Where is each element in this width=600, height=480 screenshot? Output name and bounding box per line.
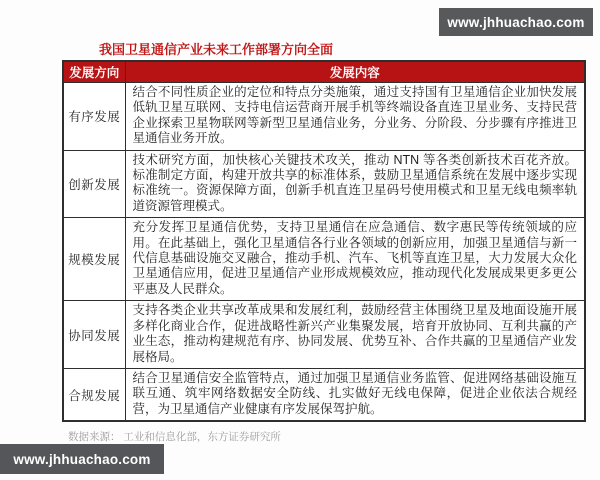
figure-title: 我国卫星通信产业未来工作部署方向全面 (99, 42, 334, 57)
table-row-compliant (63, 368, 585, 421)
table-header-row (63, 61, 585, 83)
column-header-content: 发展内容 (125, 61, 585, 83)
column-header-direction: 发展方向 (63, 61, 125, 83)
content-cell: 技术研究方面，加快核心关键技术攻关，推动 NTN 等各类创新技术百花齐放。标准制定方面，构建开放共享的标准体系，鼓励卫星通信系统在发展中逐步实现标准统一。资源保障方面，创新手机直连卫星码号使用模式和卫星无线电频率轨道资源管理模式。 (125, 150, 585, 218)
direction-cell: 创新发展 (63, 150, 125, 218)
table-row-collaborative (63, 301, 585, 369)
content-cell: 支持各类企业共享改革成果和发展红利，鼓励经营主体围绕卫星及地面设施开展多样化商业合作，促进战略性新兴产业集聚发展，培育开放协同、互利共赢的产业生态，推动构建规范有序、协同发展、优势互补、合作共赢的卫星通信产业发展格局。 (125, 301, 585, 369)
deployment-directions-table (62, 60, 586, 422)
table-row-innovation (63, 150, 585, 218)
table-row-scale (63, 218, 585, 301)
direction-cell: 协同发展 (63, 301, 125, 369)
data-source-note: 数据来源： 工业和信息化部，东方证券研究所 (68, 431, 281, 443)
table-row-orderly (63, 83, 585, 151)
direction-cell: 合规发展 (63, 368, 125, 421)
content-cell: 结合卫星通信安全监管特点，通过加强卫星通信业务监管、促进网络基础设施互联互通、筑牢网络数据安全防线、扎实做好无线电保障，促进企业依法合规经营，为卫星通信产业健康有序发展保驾护航。 (125, 368, 585, 421)
content-cell: 结合不同性质企业的定位和特点分类施策，通过支持国有卫星通信企业加快发展低轨卫星互联网、支持电信运营商开展手机等终端设备直连卫星业务、支持民营企业探索卫星物联网等新型卫星通信业务，分业务、分阶段、分步骤有序推进卫星通信业务开放。 (125, 83, 585, 151)
direction-cell: 规模发展 (63, 218, 125, 301)
watermark-top: www.jhhuachao.com (439, 8, 593, 36)
watermark-bottom: www.jhhuachao.com (0, 444, 164, 474)
content-cell: 充分发挥卫星通信优势，支持卫星通信在应急通信、数字惠民等传统领域的应用。在此基础上，强化卫星通信各行业各领域的创新应用，加强卫星通信与新一代信息基础设施交叉融合，推动手机、汽车、飞机等直连卫星，大力发展大众化卫星通信应用，促进卫星通信产业形成规模效应，推动现代化发展成果更多更公平惠及人民群众。 (125, 218, 585, 301)
direction-cell: 有序发展 (63, 83, 125, 151)
